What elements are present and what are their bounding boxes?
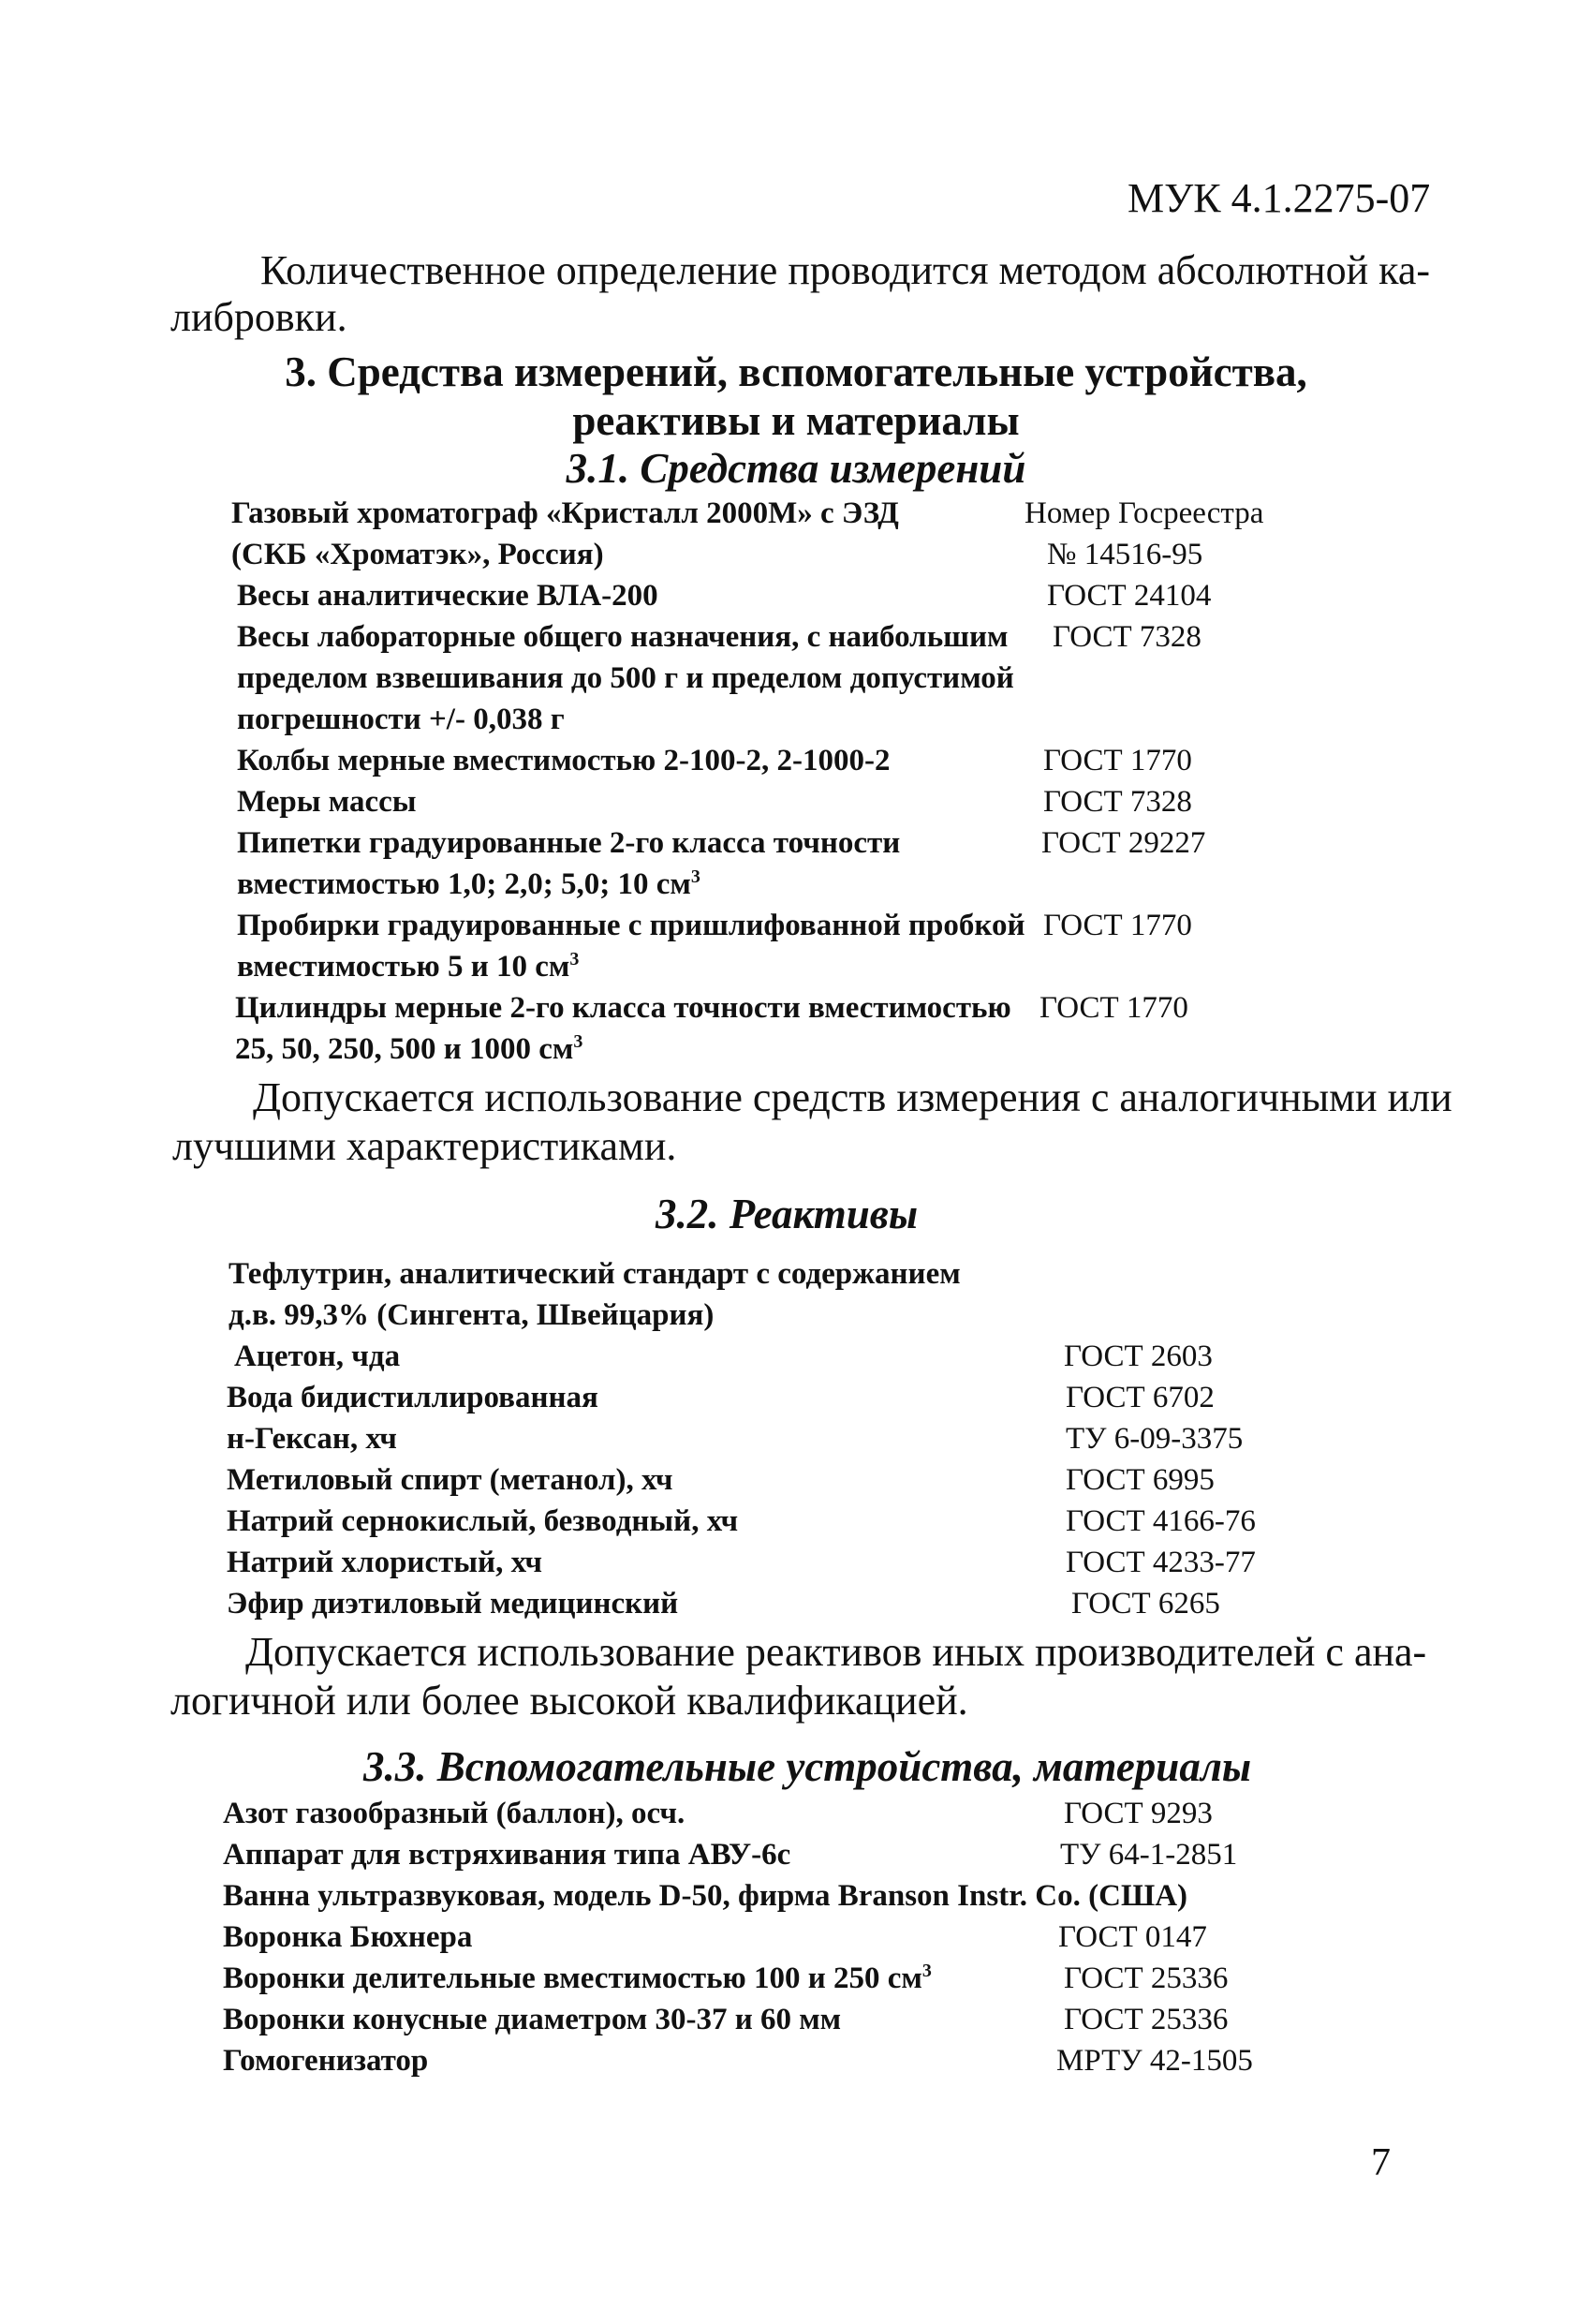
instrument-item: 25, 50, 250, 500 и 1000 $см^3$ <box>235 1031 583 1066</box>
equipment-item: Ванна ультразвуковая, модель D-50, фирма Branson Instr. Co. (США) <box>223 1879 1188 1913</box>
section-3-1-title: 3.1. Средства измерений <box>566 445 1026 492</box>
equipment-item: Воронки конусные диаметром 30-37 и 60 мм <box>223 2003 842 2036</box>
reagent-item: Вода бидистиллированная <box>227 1381 598 1414</box>
reagent-ref: ГОСТ 4233-77 <box>1066 1546 1256 1579</box>
instrument-ref: ГОСТ 24104 <box>1047 579 1212 613</box>
equipment-item: Азот газообразный (баллон), осч. <box>223 1797 685 1830</box>
instrument-ref: ГОСТ 7328 <box>1053 620 1201 654</box>
reagent-ref: ГОСТ 6702 <box>1066 1381 1215 1414</box>
instrument-item: Меры массы <box>237 785 417 819</box>
equipment-ref: ГОСТ 25336 <box>1064 1961 1229 1995</box>
instrument-ref: № 14516-95 <box>1047 538 1203 571</box>
instrument-item: Газовый хроматограф «Кристалл 2000М» с ЭЗД <box>231 496 899 530</box>
intro-line-2: либровки. <box>170 294 347 340</box>
s32-note-line-2: логичной или более высокой квалификацией. <box>170 1678 968 1724</box>
reagent-ref: ТУ 6-09-3375 <box>1066 1422 1244 1456</box>
reagent-item: Тефлутрин, аналитический стандарт с содержанием <box>228 1257 961 1291</box>
instrument-ref: ГОСТ 1770 <box>1039 991 1188 1025</box>
document-code: МУК 4.1.2275-07 <box>1128 175 1431 221</box>
equipment-item: Воронки делительные вместимостью 100 и 250 $см^3$ <box>223 1961 932 1995</box>
equipment-ref: ГОСТ 0147 <box>1058 1920 1207 1954</box>
equipment-item: Воронка Бюхнера <box>223 1920 473 1954</box>
intro-line-1: Количественное определение проводится методом абсолютной ка- <box>260 247 1431 293</box>
equipment-item: Гомогенизатор <box>223 2044 429 2078</box>
equipment-ref: ТУ 64-1-2851 <box>1060 1838 1238 1872</box>
equipment-ref: МРТУ 42-1505 <box>1056 2044 1253 2078</box>
reagent-ref: ГОСТ 6995 <box>1066 1463 1215 1497</box>
reagent-ref: ГОСТ 2603 <box>1064 1340 1213 1373</box>
section-3-2-title: 3.2. Реактивы <box>656 1191 919 1237</box>
instrument-item: вместимостью 5 и 10 $см^3$ <box>237 949 580 984</box>
reagent-item: н-Гексан, хч <box>227 1422 397 1456</box>
instrument-item: Весы лабораторные общего назначения, с наибольшим <box>237 620 1009 654</box>
reagent-item: Эфир диэтиловый медицинский <box>227 1587 679 1621</box>
reagent-item: Натрий сернокислый, безводный, хч <box>227 1504 739 1538</box>
equipment-ref: ГОСТ 25336 <box>1064 2003 1229 2036</box>
equipment-ref: ГОСТ 9293 <box>1064 1797 1213 1830</box>
instrument-ref: ГОСТ 1770 <box>1043 909 1192 942</box>
reagent-item: Натрий хлористый, хч <box>227 1546 543 1579</box>
section-3-3-title: 3.3. Вспомогательные устройства, материалы <box>363 1743 1252 1790</box>
instrument-ref: ГОСТ 7328 <box>1043 785 1192 819</box>
reagent-item: Метиловый спирт (метанол), хч <box>227 1463 673 1497</box>
instrument-ref: ГОСТ 29227 <box>1041 826 1206 860</box>
instrument-item: Пипетки градуированные 2-го класса точности <box>237 826 901 860</box>
instrument-item: (СКБ «Хроматэк», Россия) <box>231 538 604 571</box>
instrument-item: Пробирки градуированные с пришлифованной пробкой <box>237 909 1025 942</box>
instrument-item: погрешности +/- 0,038 г <box>237 703 565 736</box>
instrument-item: Весы аналитические ВЛА-200 <box>237 579 658 613</box>
instrument-item: Цилиндры мерные 2-го класса точности вместимостью <box>235 991 1011 1025</box>
instrument-ref: Номер Госреестра <box>1024 496 1264 530</box>
instrument-item: Колбы мерные вместимостью 2-100-2, 2-1000-2 <box>237 744 891 777</box>
section-3-title-line-1: 3. Средства измерений, вспомогательные устройства, <box>285 348 1307 395</box>
reagent-item: Ацетон, чда <box>234 1340 401 1373</box>
instrument-item: вместимостью 1,0; 2,0; 5,0; 10 $см^3$ <box>237 866 700 901</box>
section-3-title-line-2: реактивы и материалы <box>572 397 1020 444</box>
equipment-item: Аппарат для встряхивания типа АВУ-6с <box>223 1838 791 1872</box>
instrument-item: пределом взвешивания до 500 г и пределом допустимой <box>237 661 1014 695</box>
reagent-ref: ГОСТ 4166-76 <box>1066 1504 1256 1538</box>
s31-note-line-2: лучшими характеристиками. <box>172 1123 677 1169</box>
s31-note-line-1: Допускается использование средств измерения с аналогичными или <box>253 1074 1452 1120</box>
page-number: 7 <box>1371 2141 1391 2184</box>
reagent-item: д.в. 99,3% (Сингента, Швейцария) <box>228 1298 715 1332</box>
s32-note-line-1: Допускается использование реактивов иных производителей с ана- <box>245 1629 1427 1675</box>
instrument-ref: ГОСТ 1770 <box>1043 744 1192 777</box>
reagent-ref: ГОСТ 6265 <box>1071 1587 1220 1621</box>
